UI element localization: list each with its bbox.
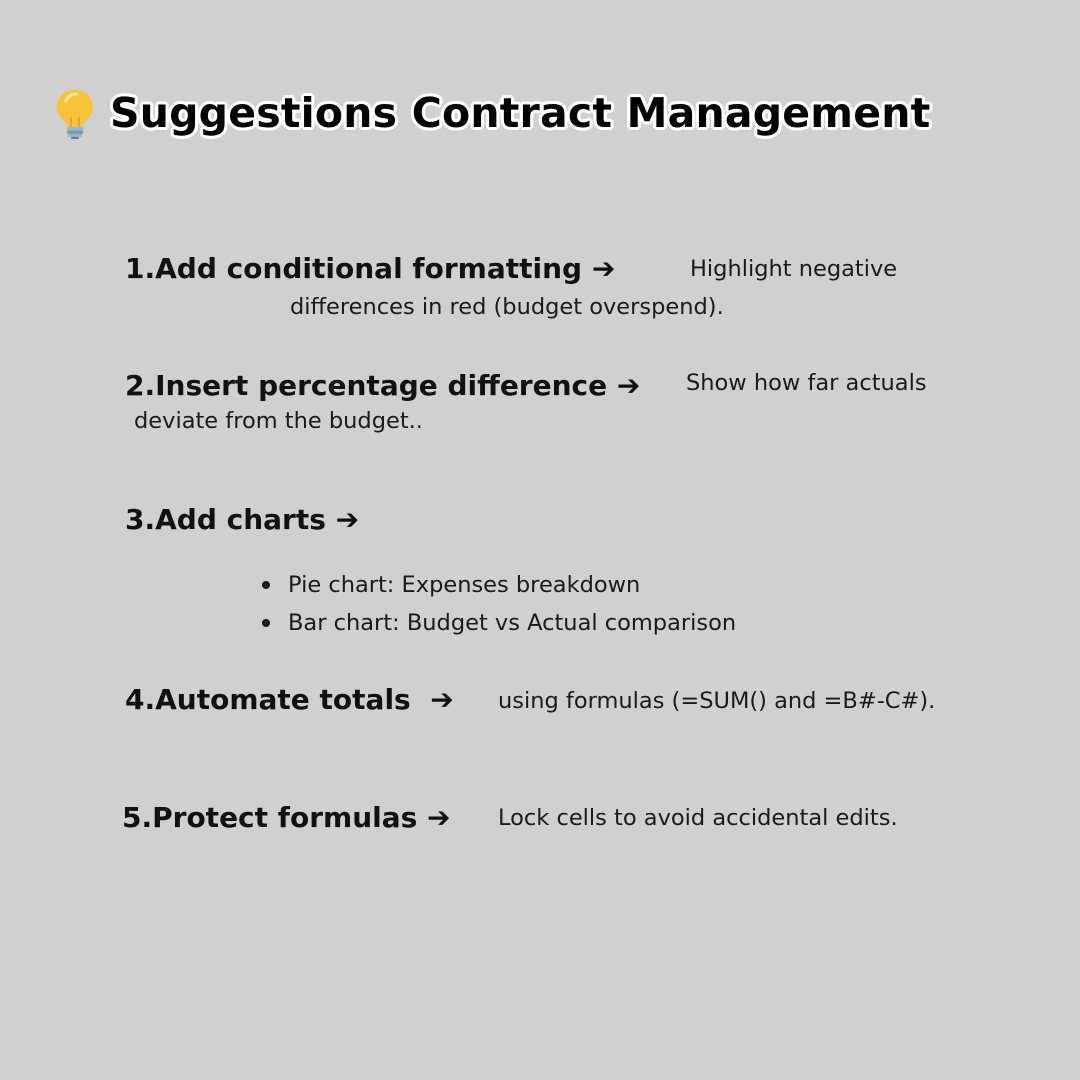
page-title: Suggestions Contract Management: [110, 89, 931, 137]
suggestion-5-description: Lock cells to avoid accidental edits.: [498, 805, 898, 831]
bullet-dot: [262, 619, 270, 627]
title-row: [52, 80, 930, 146]
bullet-text: Bar chart: Budget vs Actual comparison: [288, 610, 737, 636]
suggestion-2-description-line1: Show how far actuals: [686, 370, 927, 396]
suggestion-2-description-line2: deviate from the budget..: [134, 408, 423, 434]
suggestion-4-heading: 4.Automate totals ➔: [125, 683, 454, 716]
suggestion-1-heading: 1.Add conditional formatting ➔: [125, 252, 616, 285]
suggestion-5-heading: 5.Protect formulas ➔: [122, 801, 451, 834]
suggestion-3-heading: 3.Add charts ➔: [125, 503, 360, 536]
suggestion-2-heading: 2.Insert percentage difference ➔: [125, 369, 641, 402]
bullet-dot: [262, 581, 270, 589]
list-item: [260, 566, 736, 604]
chart-bullet-list: [260, 566, 736, 642]
suggestion-4-description: using formulas (=SUM() and =B#-C#).: [498, 688, 936, 714]
suggestion-1-description-line2: differences in red (budget overspend).: [290, 294, 724, 320]
suggestion-1-description-line1: Highlight negative: [690, 256, 898, 282]
bullet-text: Pie chart: Expenses breakdown: [288, 572, 641, 598]
lightbulb-icon: [52, 87, 98, 139]
list-item: [260, 604, 736, 642]
